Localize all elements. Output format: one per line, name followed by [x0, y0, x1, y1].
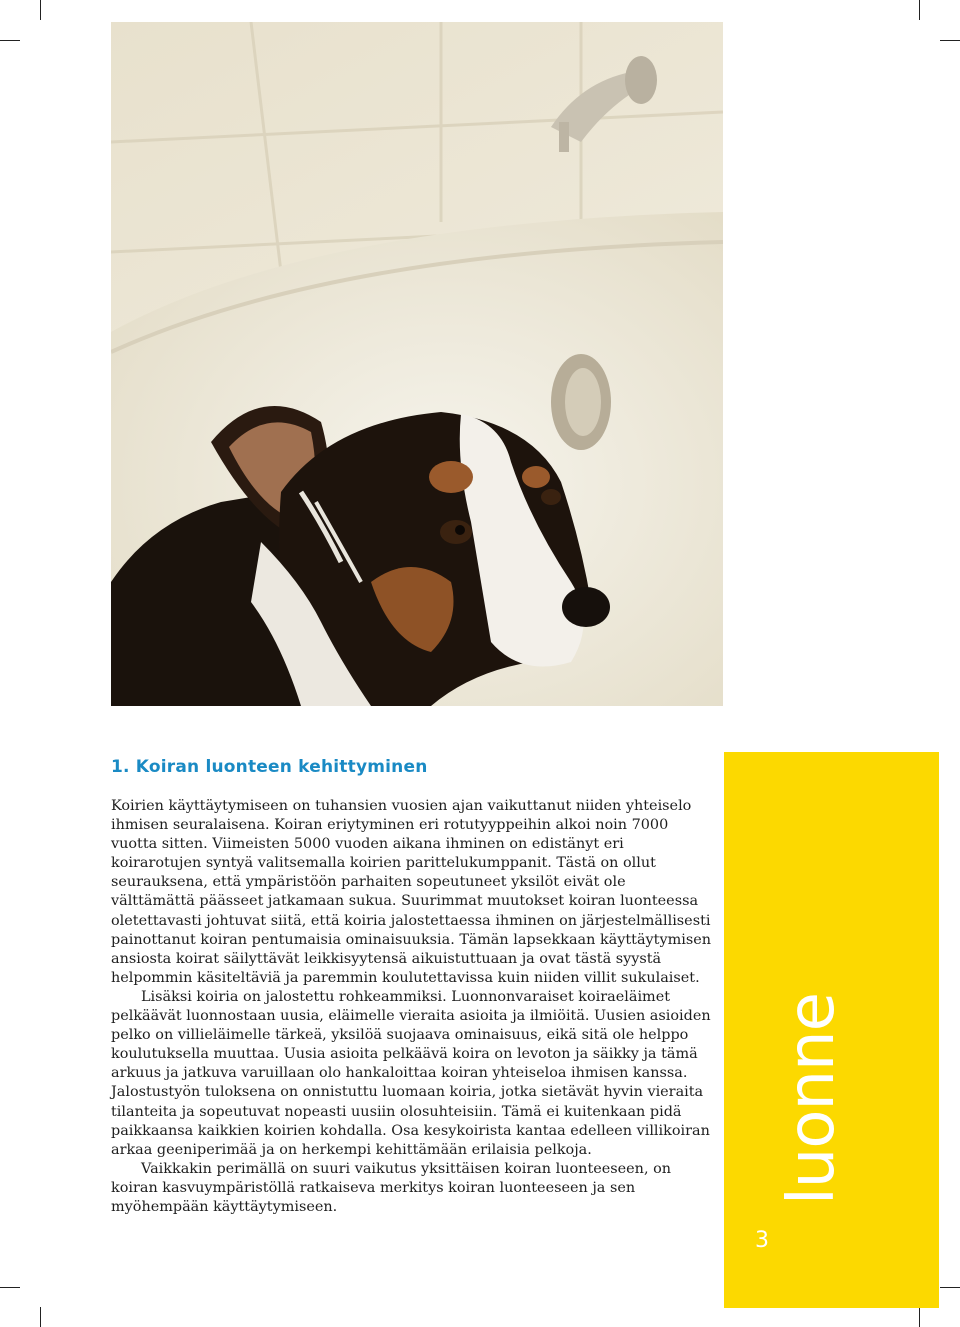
crop-mark — [940, 1287, 960, 1288]
crop-mark — [919, 0, 920, 20]
page-number: 3 — [755, 1228, 769, 1253]
dog-in-bathtub-image — [111, 22, 723, 706]
section-word: luonne — [775, 993, 849, 1205]
paragraph: Vaikkakin perimällä on suuri vaikutus yksittäisen koiran luonteeseen, on koiran kasvuympäristöllä ratkaiseva merkitys koiran luonteeseen ja sen myöhempään käyttäytymiseen. — [111, 1160, 672, 1215]
crop-mark — [40, 0, 41, 20]
crop-mark — [919, 1307, 920, 1327]
dog-photo — [111, 22, 723, 706]
paragraph: Koirien käyttäytymiseen on tuhansien vuosien ajan vaikuttanut niiden yhteiselo ihmisen seuralaisena. Koiran eriytyminen eri rotutyyppeihin alkoi noin 7000 vuotta sitten. Viimeisten 5000 vuoden aikana ihminen on edistänyt eri koirarotujen syntyä valitsemalla koirien parittelukumppanit. Tästä on ollut seurauksena, että ympäristöön parhaiten sopeutuneet yksilöt eivät ole välttämättä päässeet jatkamaan sukua. Suurimmat muutokset koiran luonteessa oletettavasti johtuvat siitä, että koiria jalostettaessa ihminen on järjestelmällisesti painottanut koiran pentumaisia ominaisuuksia. Tämän lapsekkaan käyttäytymisen ansiosta koirat säilyttävät leikkisyytensä aikuistuttuaan ja ovat tästä syystä helpommin käsiteltäviä ja paremmin koulutettavissa kuin niiden villit sukulaiset. — [111, 798, 711, 986]
article-heading: 1. Koiran luonteen kehittyminen — [111, 757, 428, 777]
crop-mark — [40, 1307, 41, 1327]
article-body — [111, 797, 711, 1217]
paragraph: Lisäksi koiria on jalostettu rohkeammiksi. Luonnonvaraiset koiraeläimet pelkäävät luonnostaan uusia, eläimelle vieraita asioita ja ilmiöitä. Uusien asioiden pelko on villieläimelle tärkeä, yksilöä suojaava ominaisuus, eikä sitä ole helppo koulutuksella muuttaa. Uusia asioita pelkäävä koira on levoton ja säikky ja tämä arkuus ja jatkuva varuillaan olo hankaloittaa koiran yhteiseloa ihmisen kanssa. Jalostustyön tuloksena on onnistuttu luomaan koiria, jotka sietävät hyvin vieraita tilanteita ja sopeutuvat nopeasti uusiin olosuhteisiin. Tämä ei kuitenkaan pidä paikkaansa kaikkien koirien kohdalla. Osa kesykoirista kantaa edelleen villikoiran arkaa geeniperimää ja on herkempi kehittämään erilaisia pelkoja. — [111, 988, 711, 1158]
crop-mark — [940, 40, 960, 41]
crop-mark — [0, 40, 20, 41]
crop-mark — [0, 1287, 20, 1288]
